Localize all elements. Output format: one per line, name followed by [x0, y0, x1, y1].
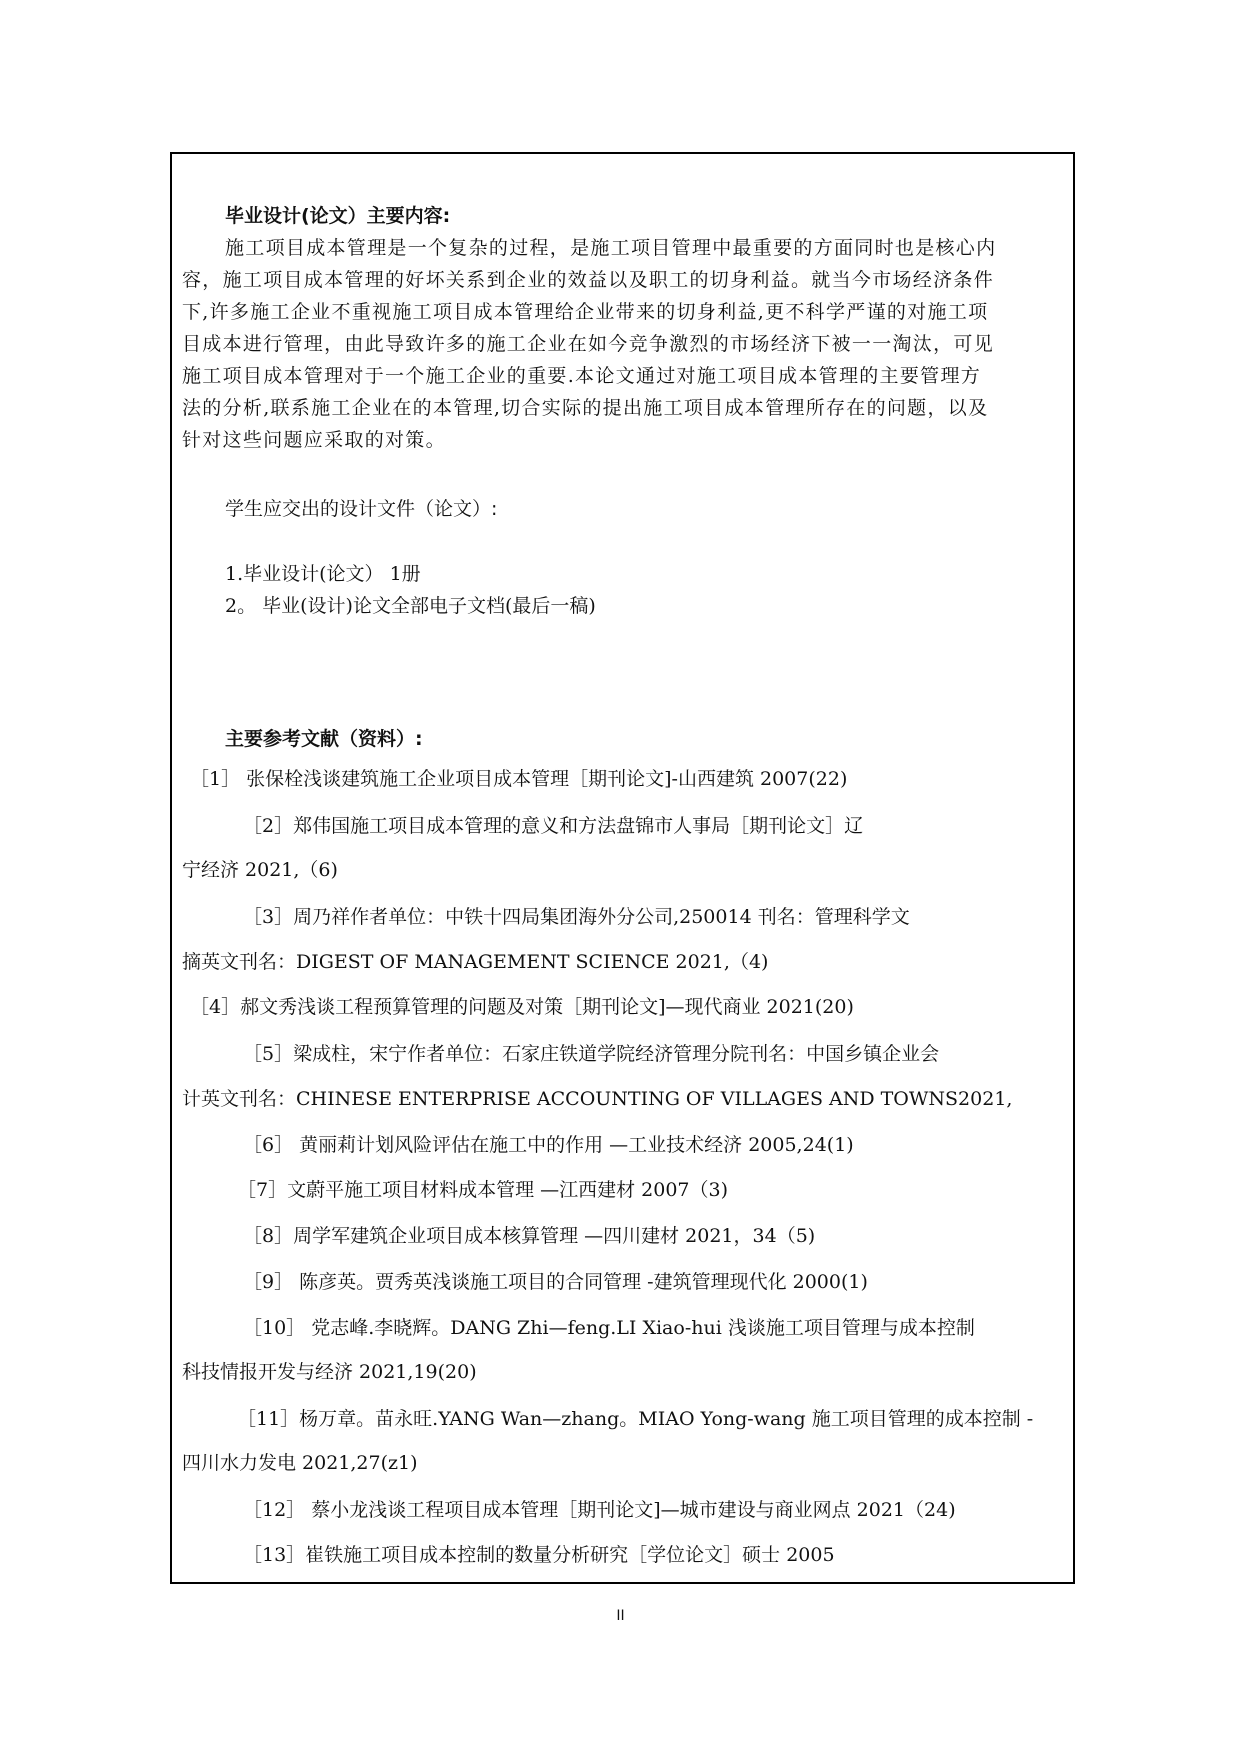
page-number: II	[616, 1608, 625, 1624]
reference-item: ［8］周学军建筑企业项目成本核算管理 —四川建材 2021，34（5)	[243, 1225, 816, 1247]
reference-item: ［10］ 党志峰.李晓辉。DANG Zhi—feng.LI Xiao-hui 浅谈施工项目管理与成本控制	[243, 1317, 975, 1339]
abstract-line: 施工项目成本管理是一个复杂的过程，是施工项目管理中最重要的方面同时也是核心内	[225, 237, 997, 259]
reference-item: ［4］郝文秀浅谈工程预算管理的问题及对策［期刊论文]—现代商业 2021(20)	[190, 996, 854, 1018]
abstract-line: 针对这些问题应采取的对策。	[182, 429, 446, 451]
reference-item: 四川水力发电 2021,27(z1)	[182, 1452, 418, 1474]
reference-item: ［9］ 陈彦英。贾秀英浅谈施工项目的合同管理 -建筑管理现代化 2000(1)	[243, 1271, 868, 1293]
reference-item: 计英文刊名：CHINESE ENTERPRISE ACCOUNTING OF VILLAGES AND TOWNS2021,	[182, 1088, 1013, 1110]
deliverables-heading: 学生应交出的设计文件（论文）:	[225, 498, 498, 520]
reference-item: ［1］ 张保栓浅谈建筑施工企业项目成本管理［期刊论文]-山西建筑 2007(22)	[190, 768, 848, 790]
deliverable-item: 1.毕业设计(论文） 1册	[225, 563, 421, 585]
reference-item: ［5］梁成柱，宋宁作者单位：石家庄铁道学院经济管理分院刊名：中国乡镇企业会	[243, 1043, 940, 1065]
reference-item: 摘英文刊名：DIGEST OF MANAGEMENT SCIENCE 2021,（4)	[182, 951, 769, 973]
abstract-line: 容，施工项目成本管理的好坏关系到企业的效益以及职工的切身利益。就当今市场经济条件	[182, 269, 995, 291]
reference-item: ［12］ 蔡小龙浅谈工程项目成本管理［期刊论文]—城市建设与商业网点 2021（24)	[243, 1499, 956, 1521]
abstract-line: 目成本进行管理，由此导致许多的施工企业在如今竞争激烈的市场经济下被一一淘汰，可见	[182, 333, 995, 355]
reference-item: 宁经济 2021,（6)	[182, 859, 338, 881]
reference-item: ［13］崔铁施工项目成本控制的数量分析研究［学位论文］硕士 2005	[243, 1544, 835, 1566]
reference-item: ［6］ 黄丽莉计划风险评估在施工中的作用 —工业技术经济 2005,24(1)	[243, 1134, 854, 1156]
abstract-line: 下,许多施工企业不重视施工项目成本管理给企业带来的切身利益,更不科学严谨的对施工项	[182, 301, 989, 323]
reference-item: ［11］杨万章。苗永旺.YANG Wan—zhang。MIAO Yong-wang 施工项目管理的成本控制 -	[237, 1408, 1034, 1430]
abstract-line: 法的分析,联系施工企业在的本管理,切合实际的提出施工项目成本管理所存在的问题，以及	[182, 397, 989, 419]
content-heading: 毕业设计(论文）主要内容:	[225, 205, 451, 227]
reference-item: 科技情报开发与经济 2021,19(20)	[182, 1361, 477, 1383]
abstract-line: 施工项目成本管理对于一个施工企业的重要.本论文通过对施工项目成本管理的主要管理方	[182, 365, 982, 387]
reference-item: ［7］文蔚平施工项目材料成本管理 —江西建材 2007（3)	[237, 1179, 729, 1201]
deliverable-item: 2。 毕业(设计)论文全部电子文档(最后一稿)	[225, 595, 596, 617]
reference-item: ［3］周乃祥作者单位：中铁十四局集团海外分公司,250014 刊名：管理科学文	[243, 906, 910, 928]
references-heading: 主要参考文献（资料）:	[225, 728, 423, 750]
reference-item: ［2］郑伟国施工项目成本管理的意义和方法盘锦市人事局［期刊论文］辽	[243, 815, 864, 837]
